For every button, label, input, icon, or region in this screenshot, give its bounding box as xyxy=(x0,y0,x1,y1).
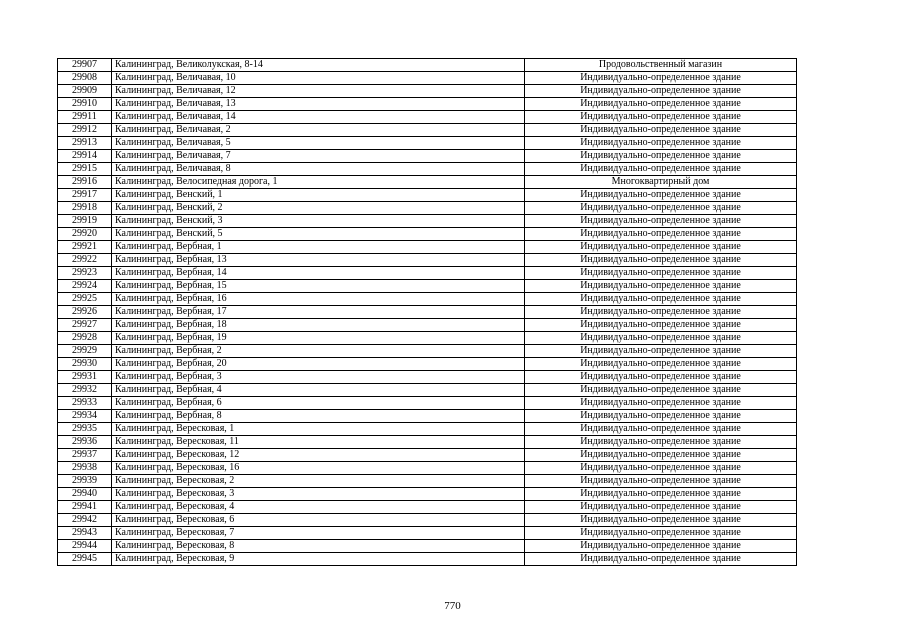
row-type-cell: Индивидуально-определенное здание xyxy=(525,475,797,488)
row-type-cell: Индивидуально-определенное здание xyxy=(525,124,797,137)
table-row xyxy=(58,488,797,501)
row-id-cell: 29926 xyxy=(58,306,112,319)
row-address-cell: Калининград, Великолукская, 8-14 xyxy=(112,59,525,72)
row-id-cell: 29907 xyxy=(58,59,112,72)
row-id-cell: 29911 xyxy=(58,111,112,124)
table-row xyxy=(58,202,797,215)
row-address-cell: Калининград, Венский, 5 xyxy=(112,228,525,241)
row-type-cell: Индивидуально-определенное здание xyxy=(525,410,797,423)
row-address-cell: Калининград, Величавая, 14 xyxy=(112,111,525,124)
row-type-cell: Индивидуально-определенное здание xyxy=(525,241,797,254)
row-id-cell: 29937 xyxy=(58,449,112,462)
row-address-cell: Калининград, Венский, 3 xyxy=(112,215,525,228)
row-type-cell: Индивидуально-определенное здание xyxy=(525,85,797,98)
row-type-cell: Индивидуально-определенное здание xyxy=(525,462,797,475)
table-row xyxy=(58,553,797,566)
row-id-cell: 29943 xyxy=(58,527,112,540)
row-address-cell: Калининград, Величавая, 12 xyxy=(112,85,525,98)
row-type-cell: Индивидуально-определенное здание xyxy=(525,514,797,527)
row-type-cell: Индивидуально-определенное здание xyxy=(525,98,797,111)
row-id-cell: 29939 xyxy=(58,475,112,488)
row-type-cell: Индивидуально-определенное здание xyxy=(525,371,797,384)
table-row xyxy=(58,527,797,540)
table-row xyxy=(58,293,797,306)
row-type-cell: Индивидуально-определенное здание xyxy=(525,449,797,462)
table-row xyxy=(58,280,797,293)
row-type-cell: Многоквартирный дом xyxy=(525,176,797,189)
row-address-cell: Калининград, Вересковая, 6 xyxy=(112,514,525,527)
row-type-cell: Индивидуально-определенное здание xyxy=(525,163,797,176)
row-id-cell: 29918 xyxy=(58,202,112,215)
table-row xyxy=(58,397,797,410)
row-type-cell: Индивидуально-определенное здание xyxy=(525,306,797,319)
row-type-cell: Индивидуально-определенное здание xyxy=(525,254,797,267)
row-address-cell: Калининград, Велосипедная дорога, 1 xyxy=(112,176,525,189)
table-row xyxy=(58,345,797,358)
row-address-cell: Калининград, Вербная, 16 xyxy=(112,293,525,306)
row-type-cell: Индивидуально-определенное здание xyxy=(525,384,797,397)
row-address-cell: Калининград, Венский, 1 xyxy=(112,189,525,202)
row-id-cell: 29940 xyxy=(58,488,112,501)
row-type-cell: Индивидуально-определенное здание xyxy=(525,72,797,85)
row-address-cell: Калининград, Величавая, 5 xyxy=(112,137,525,150)
row-address-cell: Калининград, Вербная, 20 xyxy=(112,358,525,371)
row-type-cell: Индивидуально-определенное здание xyxy=(525,228,797,241)
table-row xyxy=(58,358,797,371)
table-row xyxy=(58,111,797,124)
table-row xyxy=(58,215,797,228)
table-row xyxy=(58,189,797,202)
row-type-cell: Индивидуально-определенное здание xyxy=(525,319,797,332)
row-address-cell: Калининград, Вересковая, 9 xyxy=(112,553,525,566)
table-row xyxy=(58,59,797,72)
row-id-cell: 29942 xyxy=(58,514,112,527)
row-id-cell: 29924 xyxy=(58,280,112,293)
row-type-cell: Индивидуально-определенное здание xyxy=(525,397,797,410)
row-address-cell: Калининград, Вересковая, 16 xyxy=(112,462,525,475)
row-type-cell: Индивидуально-определенное здание xyxy=(525,527,797,540)
row-type-cell: Индивидуально-определенное здание xyxy=(525,189,797,202)
table-row xyxy=(58,436,797,449)
table-row xyxy=(58,241,797,254)
row-type-cell: Индивидуально-определенное здание xyxy=(525,280,797,293)
row-type-cell: Индивидуально-определенное здание xyxy=(525,137,797,150)
row-id-cell: 29925 xyxy=(58,293,112,306)
row-id-cell: 29944 xyxy=(58,540,112,553)
row-id-cell: 29919 xyxy=(58,215,112,228)
row-address-cell: Калининград, Величавая, 10 xyxy=(112,72,525,85)
row-type-cell: Индивидуально-определенное здание xyxy=(525,540,797,553)
table-row xyxy=(58,540,797,553)
table-row xyxy=(58,228,797,241)
row-id-cell: 29913 xyxy=(58,137,112,150)
row-type-cell: Индивидуально-определенное здание xyxy=(525,501,797,514)
table-row xyxy=(58,85,797,98)
row-type-cell: Индивидуально-определенное здание xyxy=(525,488,797,501)
table-row xyxy=(58,410,797,423)
table-row xyxy=(58,254,797,267)
table-row xyxy=(58,150,797,163)
row-address-cell: Калининград, Вербная, 14 xyxy=(112,267,525,280)
row-id-cell: 29908 xyxy=(58,72,112,85)
row-address-cell: Калининград, Вербная, 6 xyxy=(112,397,525,410)
row-id-cell: 29922 xyxy=(58,254,112,267)
row-id-cell: 29933 xyxy=(58,397,112,410)
row-type-cell: Продовольственный магазин xyxy=(525,59,797,72)
row-address-cell: Калининград, Величавая, 2 xyxy=(112,124,525,137)
row-address-cell: Калининград, Вербная, 13 xyxy=(112,254,525,267)
row-address-cell: Калининград, Вересковая, 3 xyxy=(112,488,525,501)
table-row xyxy=(58,176,797,189)
row-address-cell: Калининград, Вербная, 8 xyxy=(112,410,525,423)
row-address-cell: Калининград, Вересковая, 8 xyxy=(112,540,525,553)
row-id-cell: 29938 xyxy=(58,462,112,475)
row-id-cell: 29931 xyxy=(58,371,112,384)
row-type-cell: Индивидуально-определенное здание xyxy=(525,358,797,371)
table-row xyxy=(58,319,797,332)
row-id-cell: 29909 xyxy=(58,85,112,98)
row-id-cell: 29917 xyxy=(58,189,112,202)
row-address-cell: Калининград, Величавая, 7 xyxy=(112,150,525,163)
row-type-cell: Индивидуально-определенное здание xyxy=(525,436,797,449)
table-row xyxy=(58,449,797,462)
row-address-cell: Калининград, Вербная, 1 xyxy=(112,241,525,254)
table-row xyxy=(58,72,797,85)
row-id-cell: 29920 xyxy=(58,228,112,241)
row-address-cell: Калининград, Вербная, 4 xyxy=(112,384,525,397)
table-row xyxy=(58,501,797,514)
row-address-cell: Калининград, Вересковая, 1 xyxy=(112,423,525,436)
row-address-cell: Калининград, Вербная, 3 xyxy=(112,371,525,384)
row-type-cell: Индивидуально-определенное здание xyxy=(525,202,797,215)
row-address-cell: Калининград, Вересковая, 4 xyxy=(112,501,525,514)
table-row xyxy=(58,514,797,527)
row-address-cell: Калининград, Вербная, 18 xyxy=(112,319,525,332)
row-id-cell: 29915 xyxy=(58,163,112,176)
row-id-cell: 29910 xyxy=(58,98,112,111)
table-row xyxy=(58,332,797,345)
row-id-cell: 29927 xyxy=(58,319,112,332)
row-id-cell: 29923 xyxy=(58,267,112,280)
table-row xyxy=(58,475,797,488)
row-id-cell: 29930 xyxy=(58,358,112,371)
row-type-cell: Индивидуально-определенное здание xyxy=(525,293,797,306)
row-id-cell: 29921 xyxy=(58,241,112,254)
table-row xyxy=(58,306,797,319)
row-type-cell: Индивидуально-определенное здание xyxy=(525,215,797,228)
row-id-cell: 29912 xyxy=(58,124,112,137)
row-address-cell: Калининград, Вересковая, 11 xyxy=(112,436,525,449)
row-address-cell: Калининград, Вересковая, 12 xyxy=(112,449,525,462)
row-type-cell: Индивидуально-определенное здание xyxy=(525,111,797,124)
row-id-cell: 29941 xyxy=(58,501,112,514)
page-number: 770 xyxy=(444,600,461,612)
row-type-cell: Индивидуально-определенное здание xyxy=(525,150,797,163)
table-row xyxy=(58,163,797,176)
row-type-cell: Индивидуально-определенное здание xyxy=(525,345,797,358)
table-row xyxy=(58,267,797,280)
row-id-cell: 29935 xyxy=(58,423,112,436)
row-address-cell: Калининград, Вербная, 2 xyxy=(112,345,525,358)
row-type-cell: Индивидуально-определенное здание xyxy=(525,332,797,345)
table-row xyxy=(58,124,797,137)
row-address-cell: Калининград, Величавая, 8 xyxy=(112,163,525,176)
row-id-cell: 29914 xyxy=(58,150,112,163)
row-id-cell: 29932 xyxy=(58,384,112,397)
row-address-cell: Калининград, Венский, 2 xyxy=(112,202,525,215)
registry-table xyxy=(57,58,797,566)
table-row xyxy=(58,423,797,436)
row-id-cell: 29929 xyxy=(58,345,112,358)
row-type-cell: Индивидуально-определенное здание xyxy=(525,553,797,566)
table-row xyxy=(58,462,797,475)
row-address-cell: Калининград, Вербная, 17 xyxy=(112,306,525,319)
table-row xyxy=(58,98,797,111)
row-id-cell: 29916 xyxy=(58,176,112,189)
row-id-cell: 29936 xyxy=(58,436,112,449)
row-type-cell: Индивидуально-определенное здание xyxy=(525,423,797,436)
row-type-cell: Индивидуально-определенное здание xyxy=(525,267,797,280)
row-address-cell: Калининград, Вербная, 19 xyxy=(112,332,525,345)
row-address-cell: Калининград, Вербная, 15 xyxy=(112,280,525,293)
table-row xyxy=(58,371,797,384)
registry-table-body xyxy=(58,59,797,566)
row-address-cell: Калининград, Величавая, 13 xyxy=(112,98,525,111)
row-id-cell: 29945 xyxy=(58,553,112,566)
row-id-cell: 29934 xyxy=(58,410,112,423)
row-address-cell: Калининград, Вересковая, 7 xyxy=(112,527,525,540)
table-row xyxy=(58,137,797,150)
table-row xyxy=(58,384,797,397)
row-address-cell: Калининград, Вересковая, 2 xyxy=(112,475,525,488)
row-id-cell: 29928 xyxy=(58,332,112,345)
